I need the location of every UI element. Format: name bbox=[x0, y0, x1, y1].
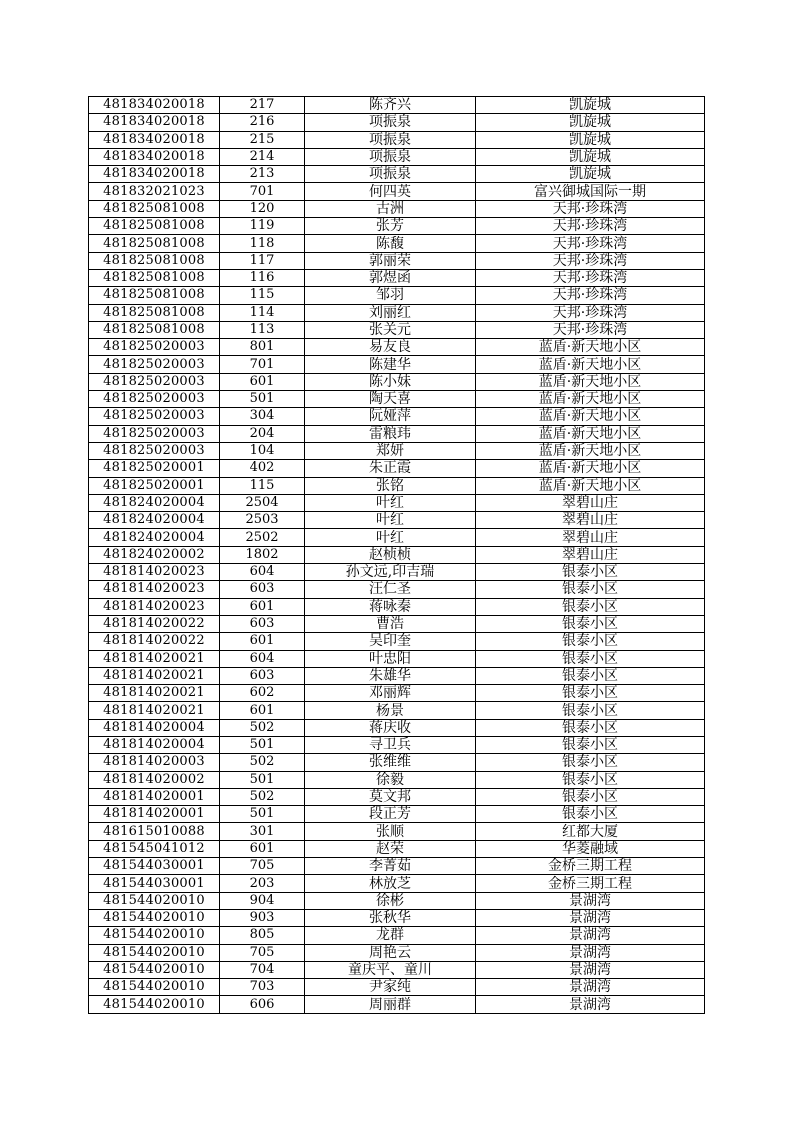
room-cell: 501 bbox=[220, 391, 305, 408]
table-row bbox=[89, 252, 705, 269]
code-cell: 481825020003 bbox=[89, 408, 220, 425]
code-cell: 481544030001 bbox=[89, 858, 220, 875]
owner-name-cell: 陈小妹 bbox=[305, 373, 476, 390]
table-row bbox=[89, 771, 705, 788]
room-cell: 215 bbox=[220, 131, 305, 148]
room-cell: 501 bbox=[220, 771, 305, 788]
table-row bbox=[89, 131, 705, 148]
table-row bbox=[89, 564, 705, 581]
owner-name-cell: 曹浩 bbox=[305, 615, 476, 632]
table-row bbox=[89, 356, 705, 373]
room-cell: 604 bbox=[220, 650, 305, 667]
table-row bbox=[89, 840, 705, 857]
code-cell: 481825020001 bbox=[89, 460, 220, 477]
estate-name-cell: 景湖湾 bbox=[476, 909, 705, 926]
code-cell: 481825081008 bbox=[89, 235, 220, 252]
room-cell: 601 bbox=[220, 633, 305, 650]
owner-name-cell: 朱雄华 bbox=[305, 667, 476, 684]
table-row bbox=[89, 806, 705, 823]
estate-name-cell: 景湖湾 bbox=[476, 892, 705, 909]
estate-name-cell: 蓝盾·新天地小区 bbox=[476, 442, 705, 459]
estate-name-cell: 天邦·珍珠湾 bbox=[476, 304, 705, 321]
code-cell: 481814020001 bbox=[89, 806, 220, 823]
table-row bbox=[89, 667, 705, 684]
room-cell: 2503 bbox=[220, 512, 305, 529]
estate-name-cell: 银泰小区 bbox=[476, 581, 705, 598]
estate-name-cell: 景湖湾 bbox=[476, 961, 705, 978]
owner-name-cell: 尹家纯 bbox=[305, 979, 476, 996]
owner-name-cell: 张芳 bbox=[305, 218, 476, 235]
estate-name-cell: 银泰小区 bbox=[476, 633, 705, 650]
estate-name-cell: 天邦·珍珠湾 bbox=[476, 235, 705, 252]
room-cell: 705 bbox=[220, 858, 305, 875]
room-cell: 402 bbox=[220, 460, 305, 477]
code-cell: 481834020018 bbox=[89, 114, 220, 131]
room-cell: 502 bbox=[220, 788, 305, 805]
code-cell: 481824020004 bbox=[89, 494, 220, 511]
room-cell: 805 bbox=[220, 927, 305, 944]
table-row bbox=[89, 858, 705, 875]
room-cell: 217 bbox=[220, 97, 305, 114]
owner-name-cell: 项振泉 bbox=[305, 114, 476, 131]
owner-name-cell: 赵桢桢 bbox=[305, 546, 476, 563]
table-row bbox=[89, 529, 705, 546]
estate-name-cell: 蓝盾·新天地小区 bbox=[476, 477, 705, 494]
code-cell: 481834020018 bbox=[89, 131, 220, 148]
owner-name-cell: 易友良 bbox=[305, 339, 476, 356]
table-row bbox=[89, 685, 705, 702]
table-row bbox=[89, 425, 705, 442]
code-cell: 481544020010 bbox=[89, 979, 220, 996]
code-cell: 481544030001 bbox=[89, 875, 220, 892]
table-row bbox=[89, 909, 705, 926]
room-cell: 203 bbox=[220, 875, 305, 892]
code-cell: 481814020023 bbox=[89, 564, 220, 581]
room-cell: 114 bbox=[220, 304, 305, 321]
estate-name-cell: 银泰小区 bbox=[476, 650, 705, 667]
estate-name-cell: 翠碧山庄 bbox=[476, 494, 705, 511]
estate-name-cell: 蓝盾·新天地小区 bbox=[476, 460, 705, 477]
estate-name-cell: 银泰小区 bbox=[476, 771, 705, 788]
owner-name-cell: 项振泉 bbox=[305, 131, 476, 148]
room-cell: 213 bbox=[220, 166, 305, 183]
estate-name-cell: 天邦·珍珠湾 bbox=[476, 321, 705, 338]
code-cell: 481825020003 bbox=[89, 356, 220, 373]
owner-name-cell: 徐彬 bbox=[305, 892, 476, 909]
table-row bbox=[89, 927, 705, 944]
owner-name-cell: 徐毅 bbox=[305, 771, 476, 788]
owner-name-cell: 张铭 bbox=[305, 477, 476, 494]
owner-name-cell: 叶红 bbox=[305, 529, 476, 546]
room-cell: 119 bbox=[220, 218, 305, 235]
owner-name-cell: 杨景 bbox=[305, 702, 476, 719]
estate-name-cell: 凯旋城 bbox=[476, 97, 705, 114]
room-cell: 903 bbox=[220, 909, 305, 926]
table-row bbox=[89, 650, 705, 667]
room-cell: 801 bbox=[220, 339, 305, 356]
owner-name-cell: 叶红 bbox=[305, 494, 476, 511]
code-cell: 481824020004 bbox=[89, 529, 220, 546]
table-row bbox=[89, 373, 705, 390]
code-cell: 481544020010 bbox=[89, 892, 220, 909]
table-row bbox=[89, 339, 705, 356]
room-cell: 2502 bbox=[220, 529, 305, 546]
estate-name-cell: 红都大厦 bbox=[476, 823, 705, 840]
owner-name-cell: 郭煜函 bbox=[305, 269, 476, 286]
owner-name-cell: 李菁茹 bbox=[305, 858, 476, 875]
estate-name-cell: 金桥三期工程 bbox=[476, 875, 705, 892]
owner-name-cell: 蒋咏秦 bbox=[305, 598, 476, 615]
code-cell: 481544020010 bbox=[89, 927, 220, 944]
owner-name-cell: 周丽群 bbox=[305, 996, 476, 1013]
estate-name-cell: 银泰小区 bbox=[476, 615, 705, 632]
owner-name-cell: 蒋庆收 bbox=[305, 719, 476, 736]
table-row bbox=[89, 719, 705, 736]
table-row bbox=[89, 408, 705, 425]
room-cell: 601 bbox=[220, 598, 305, 615]
estate-name-cell: 景湖湾 bbox=[476, 944, 705, 961]
room-cell: 115 bbox=[220, 287, 305, 304]
room-cell: 601 bbox=[220, 840, 305, 857]
table-row bbox=[89, 269, 705, 286]
estate-name-cell: 天邦·珍珠湾 bbox=[476, 252, 705, 269]
table-row bbox=[89, 114, 705, 131]
estate-name-cell: 景湖湾 bbox=[476, 996, 705, 1013]
code-cell: 481615010088 bbox=[89, 823, 220, 840]
code-cell: 481814020023 bbox=[89, 581, 220, 598]
table-row bbox=[89, 581, 705, 598]
table-row bbox=[89, 736, 705, 753]
code-cell: 481814020002 bbox=[89, 771, 220, 788]
code-cell: 481825081008 bbox=[89, 252, 220, 269]
estate-name-cell: 蓝盾·新天地小区 bbox=[476, 373, 705, 390]
table-row bbox=[89, 961, 705, 978]
owner-name-cell: 阮娅萍 bbox=[305, 408, 476, 425]
code-cell: 481545041012 bbox=[89, 840, 220, 857]
code-cell: 481824020004 bbox=[89, 512, 220, 529]
estate-name-cell: 银泰小区 bbox=[476, 806, 705, 823]
table-row bbox=[89, 391, 705, 408]
owner-name-cell: 古洲 bbox=[305, 200, 476, 217]
table-row bbox=[89, 235, 705, 252]
owner-name-cell: 周艳云 bbox=[305, 944, 476, 961]
table-body bbox=[89, 97, 705, 1014]
owner-name-cell: 张关元 bbox=[305, 321, 476, 338]
estate-name-cell: 银泰小区 bbox=[476, 736, 705, 753]
code-cell: 481825081008 bbox=[89, 269, 220, 286]
table-row bbox=[89, 442, 705, 459]
owner-name-cell: 朱正霞 bbox=[305, 460, 476, 477]
room-cell: 904 bbox=[220, 892, 305, 909]
estate-name-cell: 天邦·珍珠湾 bbox=[476, 218, 705, 235]
table-row bbox=[89, 996, 705, 1013]
table-row bbox=[89, 183, 705, 200]
owner-name-cell: 雷粮玮 bbox=[305, 425, 476, 442]
owner-name-cell: 赵荣 bbox=[305, 840, 476, 857]
room-cell: 501 bbox=[220, 736, 305, 753]
code-cell: 481825020001 bbox=[89, 477, 220, 494]
room-cell: 606 bbox=[220, 996, 305, 1013]
owner-name-cell: 叶红 bbox=[305, 512, 476, 529]
estate-name-cell: 银泰小区 bbox=[476, 719, 705, 736]
room-cell: 701 bbox=[220, 356, 305, 373]
owner-name-cell: 段正芳 bbox=[305, 806, 476, 823]
estate-name-cell: 蓝盾·新天地小区 bbox=[476, 408, 705, 425]
estate-name-cell: 蓝盾·新天地小区 bbox=[476, 356, 705, 373]
code-cell: 481814020021 bbox=[89, 685, 220, 702]
owner-name-cell: 陈齐兴 bbox=[305, 97, 476, 114]
owner-name-cell: 叶忠阳 bbox=[305, 650, 476, 667]
estate-name-cell: 蓝盾·新天地小区 bbox=[476, 391, 705, 408]
estate-name-cell: 银泰小区 bbox=[476, 685, 705, 702]
estate-name-cell: 银泰小区 bbox=[476, 564, 705, 581]
property-table bbox=[88, 96, 705, 1014]
owner-name-cell: 孙文远,印吉瑞 bbox=[305, 564, 476, 581]
owner-name-cell: 张维维 bbox=[305, 754, 476, 771]
table-row bbox=[89, 200, 705, 217]
code-cell: 481834020018 bbox=[89, 148, 220, 165]
owner-name-cell: 陈馥 bbox=[305, 235, 476, 252]
room-cell: 601 bbox=[220, 702, 305, 719]
code-cell: 481814020023 bbox=[89, 598, 220, 615]
room-cell: 304 bbox=[220, 408, 305, 425]
code-cell: 481825081008 bbox=[89, 287, 220, 304]
room-cell: 701 bbox=[220, 183, 305, 200]
room-cell: 501 bbox=[220, 806, 305, 823]
table-row bbox=[89, 788, 705, 805]
code-cell: 481814020021 bbox=[89, 650, 220, 667]
estate-name-cell: 翠碧山庄 bbox=[476, 512, 705, 529]
estate-name-cell: 翠碧山庄 bbox=[476, 546, 705, 563]
table-row bbox=[89, 823, 705, 840]
table-row bbox=[89, 287, 705, 304]
estate-name-cell: 景湖湾 bbox=[476, 979, 705, 996]
room-cell: 1802 bbox=[220, 546, 305, 563]
code-cell: 481814020022 bbox=[89, 615, 220, 632]
estate-name-cell: 天邦·珍珠湾 bbox=[476, 287, 705, 304]
estate-name-cell: 天邦·珍珠湾 bbox=[476, 269, 705, 286]
room-cell: 502 bbox=[220, 719, 305, 736]
room-cell: 214 bbox=[220, 148, 305, 165]
code-cell: 481544020010 bbox=[89, 996, 220, 1013]
owner-name-cell: 童庆平、童川 bbox=[305, 961, 476, 978]
owner-name-cell: 寻卫兵 bbox=[305, 736, 476, 753]
room-cell: 216 bbox=[220, 114, 305, 131]
code-cell: 481814020021 bbox=[89, 667, 220, 684]
owner-name-cell: 郑妍 bbox=[305, 442, 476, 459]
table-row bbox=[89, 166, 705, 183]
owner-name-cell: 何四英 bbox=[305, 183, 476, 200]
owner-name-cell: 项振泉 bbox=[305, 148, 476, 165]
code-cell: 481544020010 bbox=[89, 944, 220, 961]
code-cell: 481825020003 bbox=[89, 425, 220, 442]
owner-name-cell: 莫文邦 bbox=[305, 788, 476, 805]
table-row bbox=[89, 218, 705, 235]
room-cell: 502 bbox=[220, 754, 305, 771]
room-cell: 120 bbox=[220, 200, 305, 217]
code-cell: 481544020010 bbox=[89, 961, 220, 978]
table-row bbox=[89, 979, 705, 996]
table-row bbox=[89, 512, 705, 529]
code-cell: 481824020002 bbox=[89, 546, 220, 563]
code-cell: 481814020021 bbox=[89, 702, 220, 719]
code-cell: 481814020001 bbox=[89, 788, 220, 805]
table-row bbox=[89, 148, 705, 165]
estate-name-cell: 蓝盾·新天地小区 bbox=[476, 339, 705, 356]
estate-name-cell: 天邦·珍珠湾 bbox=[476, 200, 705, 217]
table-row bbox=[89, 97, 705, 114]
code-cell: 481825081008 bbox=[89, 321, 220, 338]
table-row bbox=[89, 304, 705, 321]
estate-name-cell: 蓝盾·新天地小区 bbox=[476, 425, 705, 442]
owner-name-cell: 林放芝 bbox=[305, 875, 476, 892]
room-cell: 118 bbox=[220, 235, 305, 252]
table-row bbox=[89, 615, 705, 632]
owner-name-cell: 刘丽红 bbox=[305, 304, 476, 321]
room-cell: 602 bbox=[220, 685, 305, 702]
table-row bbox=[89, 598, 705, 615]
owner-name-cell: 项振泉 bbox=[305, 166, 476, 183]
owner-name-cell: 邓丽辉 bbox=[305, 685, 476, 702]
estate-name-cell: 翠碧山庄 bbox=[476, 529, 705, 546]
owner-name-cell: 陶天喜 bbox=[305, 391, 476, 408]
code-cell: 481834020018 bbox=[89, 166, 220, 183]
code-cell: 481825020003 bbox=[89, 373, 220, 390]
room-cell: 117 bbox=[220, 252, 305, 269]
code-cell: 481814020003 bbox=[89, 754, 220, 771]
estate-name-cell: 银泰小区 bbox=[476, 702, 705, 719]
room-cell: 603 bbox=[220, 615, 305, 632]
room-cell: 703 bbox=[220, 979, 305, 996]
estate-name-cell: 银泰小区 bbox=[476, 788, 705, 805]
code-cell: 481832021023 bbox=[89, 183, 220, 200]
table-row bbox=[89, 754, 705, 771]
owner-name-cell: 郭丽荣 bbox=[305, 252, 476, 269]
table-row bbox=[89, 460, 705, 477]
code-cell: 481825020003 bbox=[89, 391, 220, 408]
code-cell: 481814020022 bbox=[89, 633, 220, 650]
estate-name-cell: 华菱融域 bbox=[476, 840, 705, 857]
table-row bbox=[89, 494, 705, 511]
estate-name-cell: 凯旋城 bbox=[476, 114, 705, 131]
room-cell: 704 bbox=[220, 961, 305, 978]
room-cell: 705 bbox=[220, 944, 305, 961]
code-cell: 481825020003 bbox=[89, 442, 220, 459]
estate-name-cell: 凯旋城 bbox=[476, 166, 705, 183]
room-cell: 2504 bbox=[220, 494, 305, 511]
room-cell: 115 bbox=[220, 477, 305, 494]
code-cell: 481814020004 bbox=[89, 736, 220, 753]
code-cell: 481834020018 bbox=[89, 97, 220, 114]
table-row bbox=[89, 477, 705, 494]
estate-name-cell: 景湖湾 bbox=[476, 927, 705, 944]
room-cell: 604 bbox=[220, 564, 305, 581]
table-row bbox=[89, 321, 705, 338]
table-row bbox=[89, 546, 705, 563]
room-cell: 113 bbox=[220, 321, 305, 338]
owner-name-cell: 陈建华 bbox=[305, 356, 476, 373]
owner-name-cell: 张顺 bbox=[305, 823, 476, 840]
owner-name-cell: 邹羽 bbox=[305, 287, 476, 304]
owner-name-cell: 吴印奎 bbox=[305, 633, 476, 650]
estate-name-cell: 富兴御城国际一期 bbox=[476, 183, 705, 200]
code-cell: 481825081008 bbox=[89, 200, 220, 217]
code-cell: 481825081008 bbox=[89, 304, 220, 321]
room-cell: 301 bbox=[220, 823, 305, 840]
room-cell: 603 bbox=[220, 667, 305, 684]
room-cell: 104 bbox=[220, 442, 305, 459]
owner-name-cell: 张秋华 bbox=[305, 909, 476, 926]
code-cell: 481825020003 bbox=[89, 339, 220, 356]
table-row bbox=[89, 875, 705, 892]
room-cell: 603 bbox=[220, 581, 305, 598]
room-cell: 601 bbox=[220, 373, 305, 390]
owner-name-cell: 龙群 bbox=[305, 927, 476, 944]
table-row bbox=[89, 892, 705, 909]
estate-name-cell: 凯旋城 bbox=[476, 131, 705, 148]
code-cell: 481825081008 bbox=[89, 218, 220, 235]
table-row bbox=[89, 944, 705, 961]
table-row bbox=[89, 633, 705, 650]
estate-name-cell: 金桥三期工程 bbox=[476, 858, 705, 875]
estate-name-cell: 银泰小区 bbox=[476, 667, 705, 684]
estate-name-cell: 银泰小区 bbox=[476, 598, 705, 615]
room-cell: 116 bbox=[220, 269, 305, 286]
estate-name-cell: 银泰小区 bbox=[476, 754, 705, 771]
table-row bbox=[89, 702, 705, 719]
room-cell: 204 bbox=[220, 425, 305, 442]
code-cell: 481814020004 bbox=[89, 719, 220, 736]
estate-name-cell: 凯旋城 bbox=[476, 148, 705, 165]
code-cell: 481544020010 bbox=[89, 909, 220, 926]
owner-name-cell: 汪仁圣 bbox=[305, 581, 476, 598]
